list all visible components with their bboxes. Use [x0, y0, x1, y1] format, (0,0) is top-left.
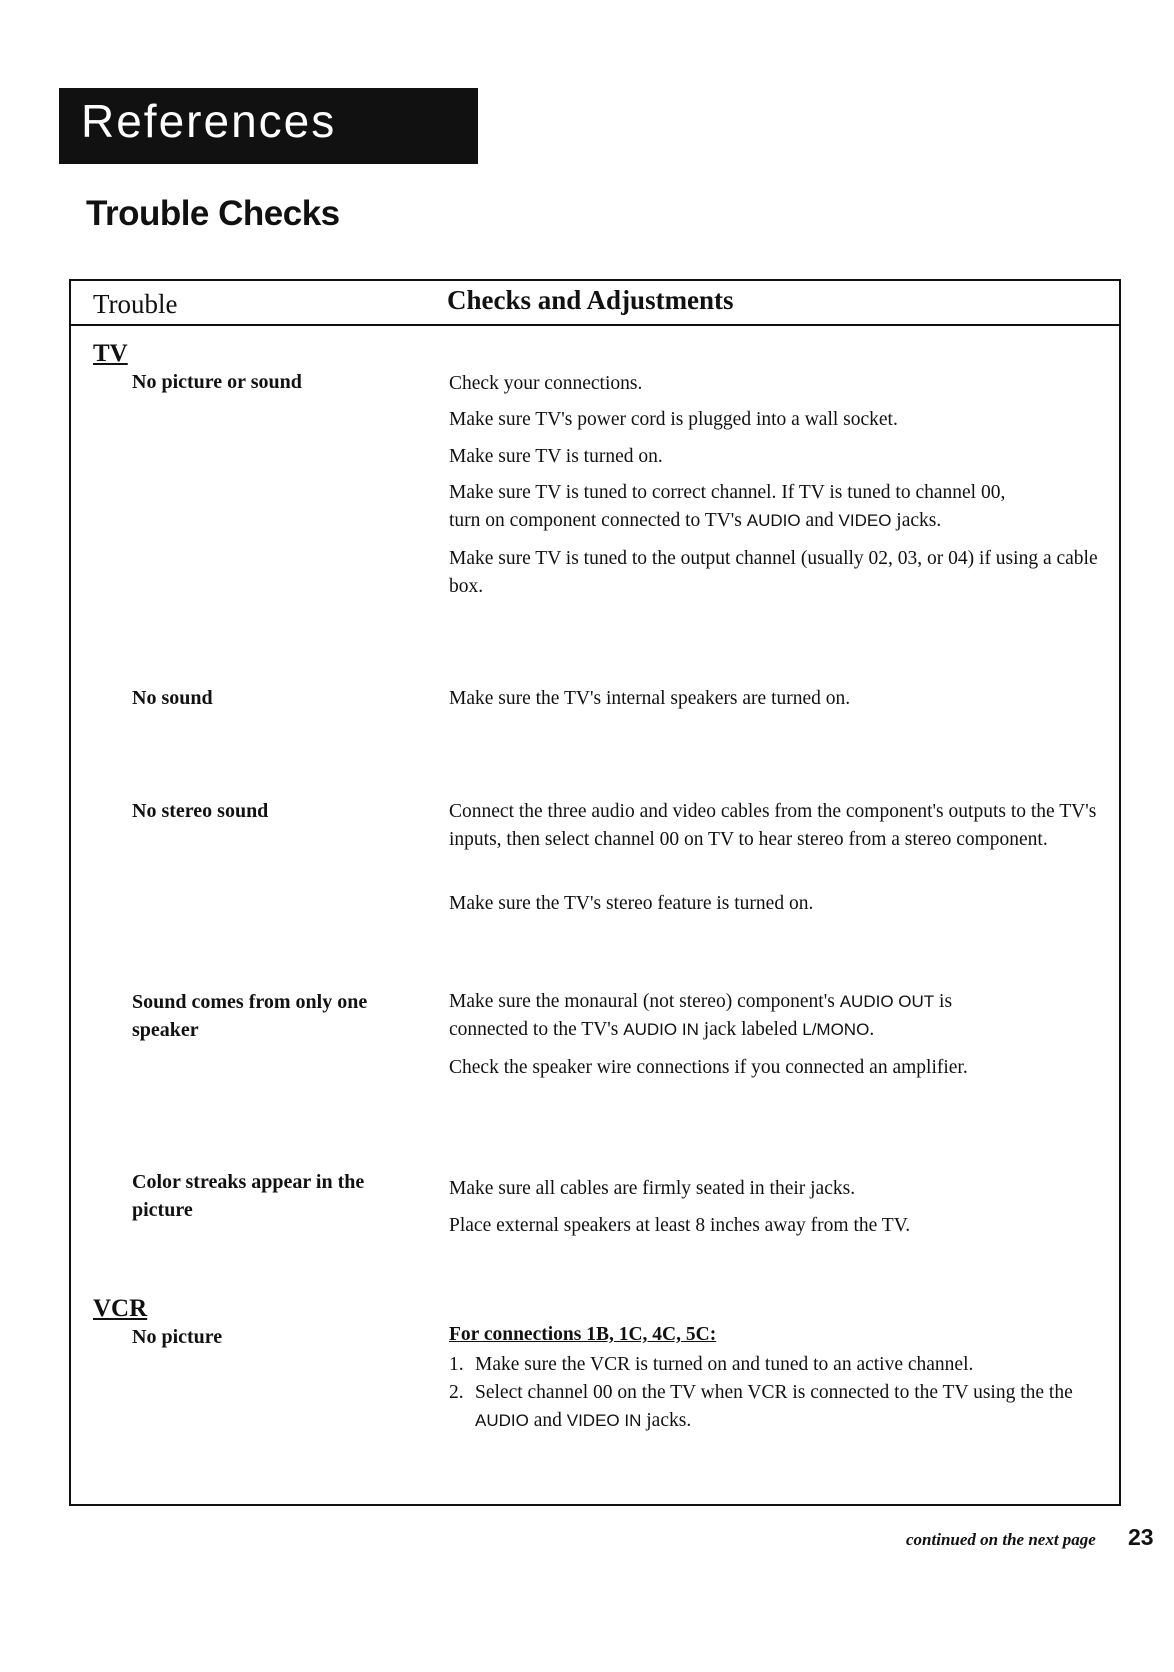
check-text: connected to the TV's — [449, 1019, 624, 1040]
step-text-part: Select channel 00 on the TV when VCR is connected to the TV using the the — [475, 1382, 1073, 1403]
check-text: and — [800, 510, 839, 531]
check-item: Make sure TV's power cord is plugged into a wall socket. — [449, 409, 898, 430]
continued-note: continued on the next page — [906, 1530, 1096, 1549]
section-label: References — [81, 95, 337, 147]
category-tv: TV — [93, 340, 128, 367]
check-item: Check your connections. — [449, 373, 643, 394]
jack-label: AUDIO — [475, 1411, 529, 1430]
check-item: Make sure TV is tuned to the output channel (usually 02, 03, or 04) if using a cable box. — [449, 548, 1098, 597]
step-text-part: jacks. — [641, 1410, 692, 1431]
trouble-column-header: Trouble — [93, 289, 178, 319]
step-item — [449, 1379, 1109, 1435]
jack-label: L/MONO — [802, 1020, 870, 1039]
checks-column-header: Checks and Adjustments — [447, 285, 734, 315]
page-title: Trouble Checks — [86, 194, 340, 233]
section-banner — [59, 88, 478, 164]
jack-label: AUDIO IN — [623, 1020, 699, 1039]
trouble-checks-table — [69, 279, 1121, 1506]
check-item: Make sure all cables are firmly seated in their jacks. — [449, 1178, 856, 1199]
step-number: 1. — [449, 1354, 464, 1375]
check-text: Make sure TV is tuned to correct channel. — [449, 482, 782, 503]
check-text: If TV is tuned to channel 00, — [781, 482, 1006, 503]
check-item: Make sure the TV's internal speakers are turned on. — [449, 688, 851, 709]
check-text: jacks. — [891, 510, 942, 531]
check-item — [449, 988, 1099, 1044]
check-item: Check the speaker wire connections if you connected an amplifier. — [449, 1057, 968, 1078]
check-text: . — [869, 1019, 875, 1040]
symptom-no-stereo-sound: No stereo sound — [132, 800, 269, 822]
check-item — [449, 479, 1099, 535]
category-vcr: VCR — [93, 1295, 148, 1322]
connections-heading: For connections 1B, 1C, 4C, 5C: — [449, 1324, 717, 1345]
symptom-no-sound: No sound — [132, 687, 213, 709]
symptom-one-speaker: Sound comes from only one speaker — [132, 991, 368, 1041]
header-rule — [71, 324, 1119, 326]
symptom-no-picture: No picture — [132, 1326, 223, 1348]
step-text-part: and — [528, 1410, 567, 1431]
jack-label: VIDEO IN — [566, 1411, 642, 1430]
jack-label: AUDIO OUT — [839, 992, 935, 1011]
symptom-color-streaks: Color streaks appear in the picture — [132, 1171, 365, 1221]
check-text: jack labeled — [698, 1019, 803, 1040]
check-text: monaural (not stereo) component's — [564, 991, 840, 1012]
check-text: is — [934, 991, 953, 1012]
step-number: 2. — [449, 1382, 464, 1403]
step-text: Make sure the VCR is turned on and tuned to an active channel. — [475, 1354, 974, 1375]
page-number: 23 — [1128, 1524, 1154, 1550]
jack-label: VIDEO — [838, 511, 892, 530]
check-text: Make sure the — [449, 991, 565, 1012]
check-item: Make sure TV is turned on. — [449, 446, 663, 467]
jack-label: AUDIO — [746, 511, 801, 530]
step-text — [449, 1379, 1109, 1435]
symptom-no-picture-or-sound: No picture or sound — [132, 371, 302, 393]
check-item: Connect the three audio and video cables from the component's outputs to the TV's inputs, then select channel 00 on TV to hear stereo from a stereo component. — [449, 801, 1097, 850]
step-item — [449, 1351, 1109, 1379]
check-text: turn on component connected to TV's — [449, 510, 747, 531]
check-item: Make sure the TV's stereo feature is turned on. — [449, 893, 814, 914]
check-item: Place external speakers at least 8 inches away from the TV. — [449, 1215, 911, 1236]
